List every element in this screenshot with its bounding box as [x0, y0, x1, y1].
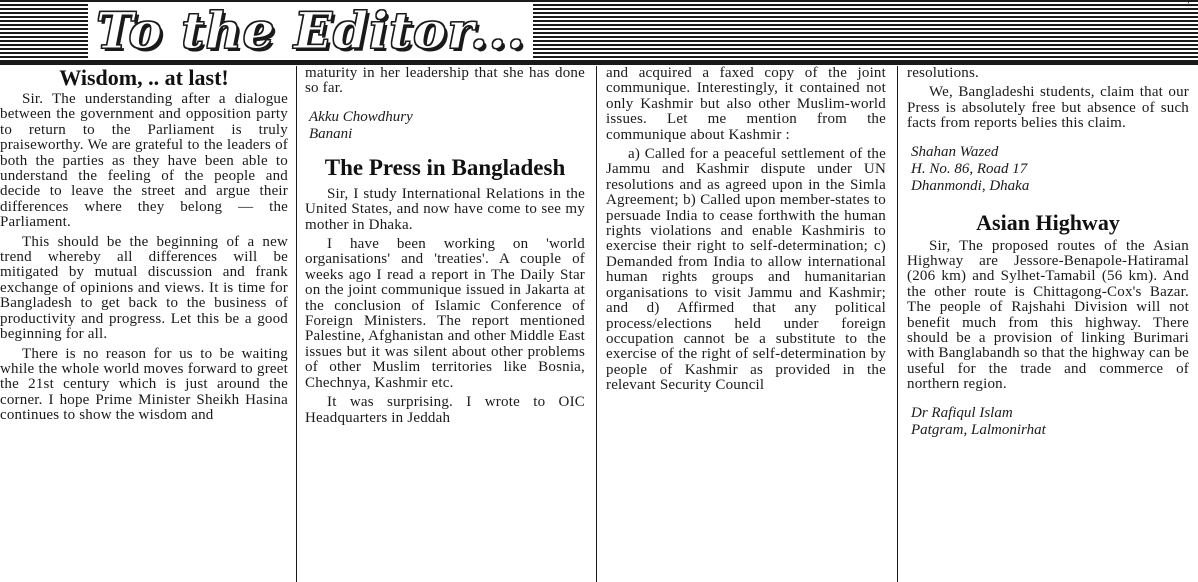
letter-paragraph: a) Called for a peaceful settlement of the Jammu and Kashmir dispute under UN resolutions and as agreed upon in the Simla Agreement; b) Called upon member-states to persuade India to cease forthwith the human rights violations and enable Kashmiris to exercise their right to self-determination; c) Demanded from India to allow international human rights groups and humanitarian organisations to visit Jammu and Kashmir; and d) Affirmed that any political process/elections held under foreign occupation cannot be a substitute to the exercise of the right of self-determination by people of Kashmir as provided in the relevant Security Council [606, 146, 886, 394]
column-4 [907, 66, 1189, 582]
column-rule [296, 66, 297, 582]
letter-paragraph: Sir, I study International Relations in the United States, and now have come to see my mother in Dhaka. [305, 185, 585, 233]
letter-paragraph: Sir. The understanding after a dialogue between the government and opposition party to return to the Parliament is truly praiseworthy. We are grateful to the leaders of both the parties as they have been able to understand the feeling of the people and decide to leave the street and argue their differences where they belong — the Parliament. [0, 91, 288, 231]
section-title: To the Editor... [88, 4, 533, 58]
letter-paragraph: This should be the beginning of a new trend whereby all differences will be mitigated by mutual discussion and frank exchange of opinions and views. It is time for Bangladesh to get back to the business of productivity and progress. Let this be a good beginning for all. [0, 233, 288, 343]
letter-continuation: and acquired a faxed copy of the joint communique. Interestingly, it contained not only Kashmir but also other Muslim-world issues. Let me mention from the communique about Kashmir : [606, 66, 886, 143]
corner-mark: ' [1187, 0, 1190, 11]
signature-place: Banani [309, 125, 353, 142]
letter-signature [911, 144, 1189, 195]
column-3 [606, 66, 886, 582]
letter-continuation: maturity in her leadership that she has done so far. [305, 66, 585, 97]
column-rule [596, 66, 597, 582]
signature-place: Dhanmondi, Dhaka [911, 177, 1030, 194]
letter-headline: Wisdom, .. at last! [59, 66, 229, 90]
signature-place: Patgram, Lalmonirhat [911, 421, 1046, 438]
letter-paragraph: I have been working on 'world organisations' and 'treaties'. A couple of weeks ago I read a report in The Daily Star on the joint communique issued in Jakarta at the conclusion of Islamic Conference of Foreign Ministers. The report mentioned Palestine, Afghanistan and other Middle East issues but it was silent about other problems of other Muslim territories like Bosnia, Chechnya, Kashmir etc. [305, 236, 585, 391]
column-rule [897, 66, 898, 582]
letter-continuation: resolutions. [907, 66, 979, 81]
letter-paragraph: It was surprising. I wrote to OIC Headquarters in Jeddah [305, 394, 585, 426]
letter-signature [309, 109, 585, 143]
column-1 [0, 66, 288, 582]
letter-paragraph: There is no reason for us to be waiting while the whole world moves forward to greet the 21st century which is just around the corner. I hope Prime Minister Sheikh Hasina continues to show the wisdom and [0, 345, 288, 424]
letter-paragraph: Sir, The proposed routes of the Asian Highway are Jessore-Benapole-Hatiramal (206 km) and Sylhet-Tamabil (56 km). And the other route is Chittagong-Cox's Bazar. The people of Rajshahi Division will not benefit much from this highway. There should be a provision of linking Burimari with Banglabandh so that the highway can be useful for the trade and commerce of northern region. [907, 237, 1189, 393]
letter-headline: The Press in Bangladesh [324, 154, 566, 180]
signature-name: Shahan Wazed [911, 143, 999, 160]
letter-paragraph: We, Bangladeshi students, claim that our Press is absolutely free but absence of such facts from reports belies this claim. [907, 84, 1189, 132]
signature-name: Akku Chowdhury [309, 108, 413, 125]
letter-signature [911, 405, 1189, 439]
signature-name: Dr Rafiqul Islam [911, 404, 1013, 421]
column-2 [305, 66, 585, 582]
section-banner [0, 0, 1198, 65]
letter-headline: Asian Highway [976, 209, 1120, 235]
signature-address: H. No. 86, Road 17 [911, 160, 1028, 177]
